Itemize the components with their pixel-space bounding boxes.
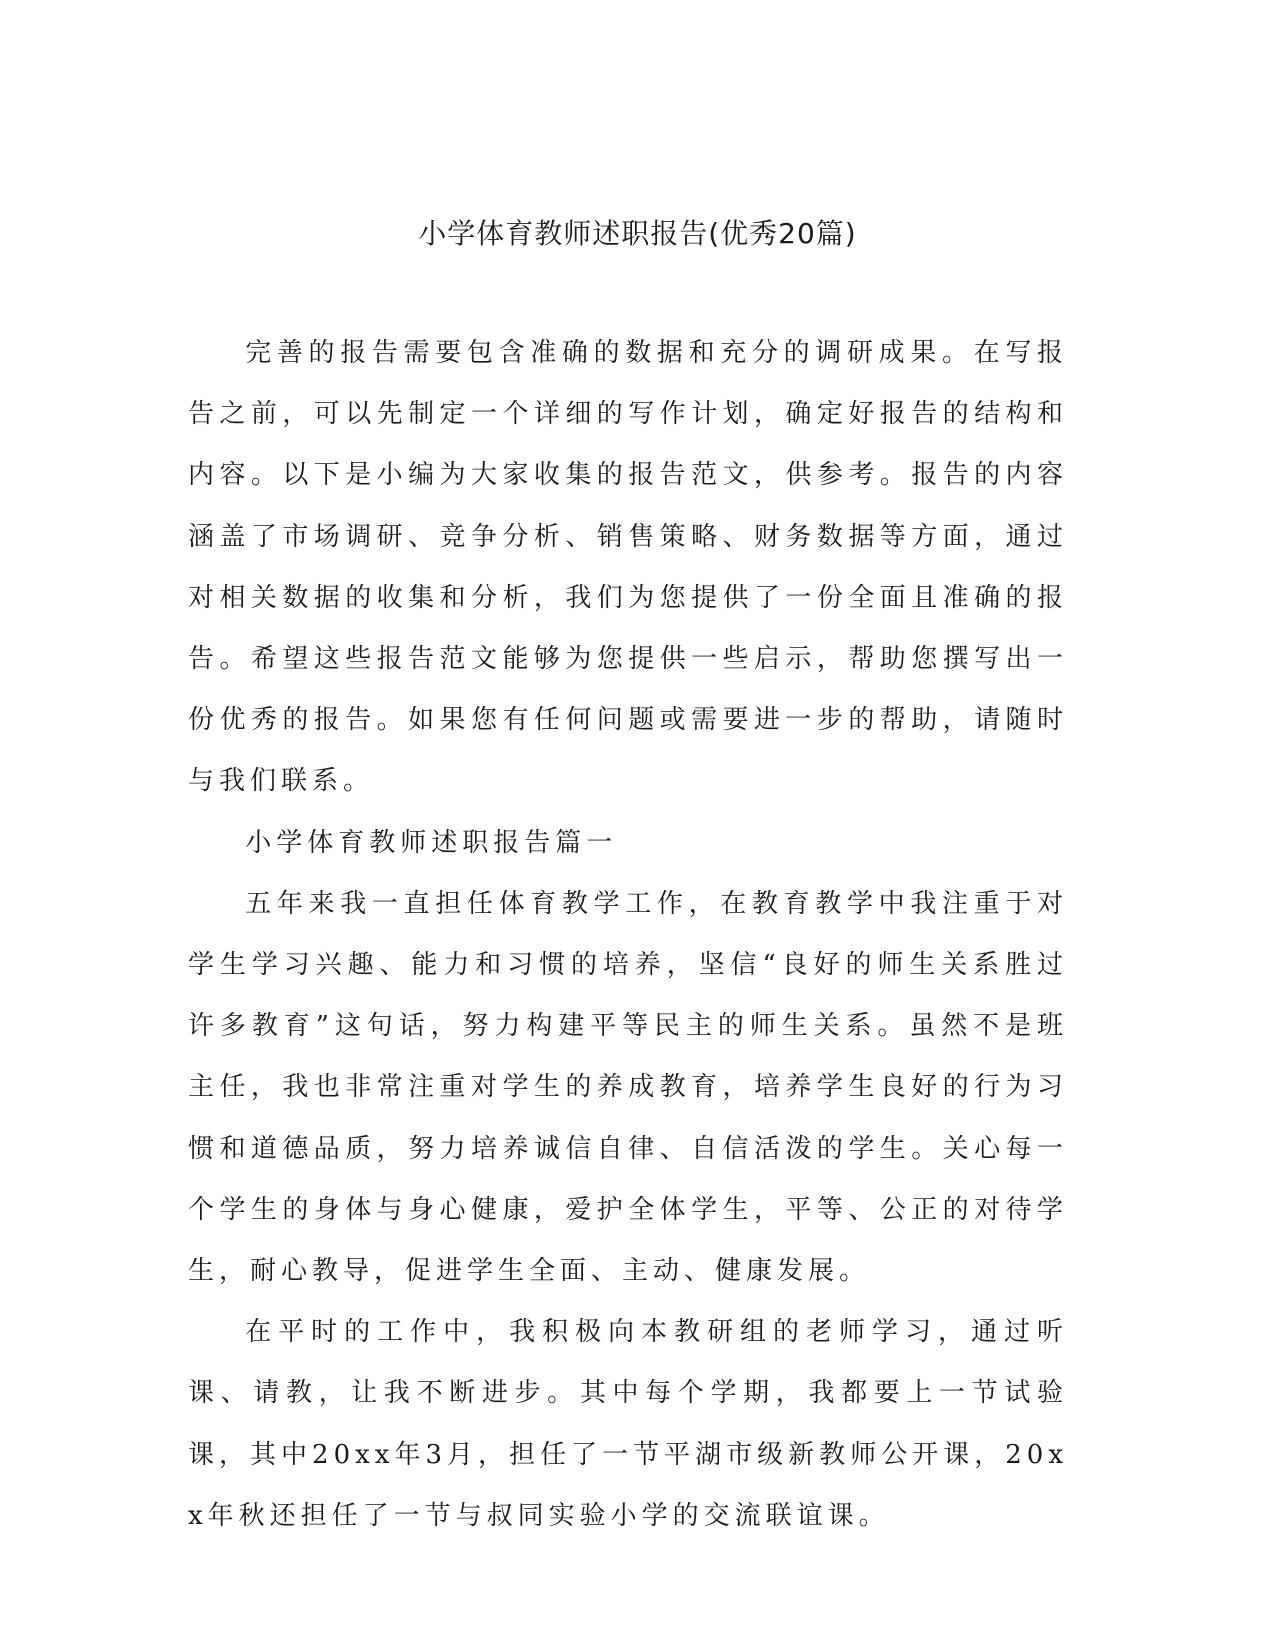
document-body	[188, 323, 1068, 1547]
body-paragraph: 五年来我一直担任体育教学工作，在教育教学中我注重于对学生学习兴趣、能力和习惯的培养，坚信“良好的师生关系胜过许多教育”这句话，努力构建平等民主的师生关系。虽然不是班主任，我也非常注重对学生的养成教育，培养学生良好的行为习惯和道德品质，努力培养诚信自律、自信活泼的学生。关心每一个学生的身体与身心健康，爱护全体学生，平等、公正的对待学生，耐心教导，促进学生全面、主动、健康发展。	[188, 888, 1068, 1287]
intro-paragraph: 完善的报告需要包含准确的数据和充分的调研成果。在写报告之前，可以先制定一个详细的写作计划，确定好报告的结构和内容。以下是小编为大家收集的报告范文，供参考。报告的内容涵盖了市场调研、竞争分析、销售策略、财务数据等方面，通过对相关数据的收集和分析，我们为您提供了一份全面且准确的报告。希望这些报告范文能够为您提供一些启示，帮助您撰写出一份优秀的报告。如果您有任何问题或需要进一步的帮助，请随时与我们联系。	[188, 338, 1068, 797]
document-title: 小学体育教师述职报告(优秀20篇)	[418, 217, 857, 250]
section-heading: 小学体育教师述职报告篇一	[245, 827, 618, 858]
body-paragraph: 在平时的工作中，我积极向本教研组的老师学习，通过听课、请教，让我不断进步。其中每个学期，我都要上一节试验课，其中20xx年3月，担任了一节平湖市级新教师公开课，20xx年秋还担任了一节与叔同实验小学的交流联谊课。	[188, 1317, 1068, 1531]
